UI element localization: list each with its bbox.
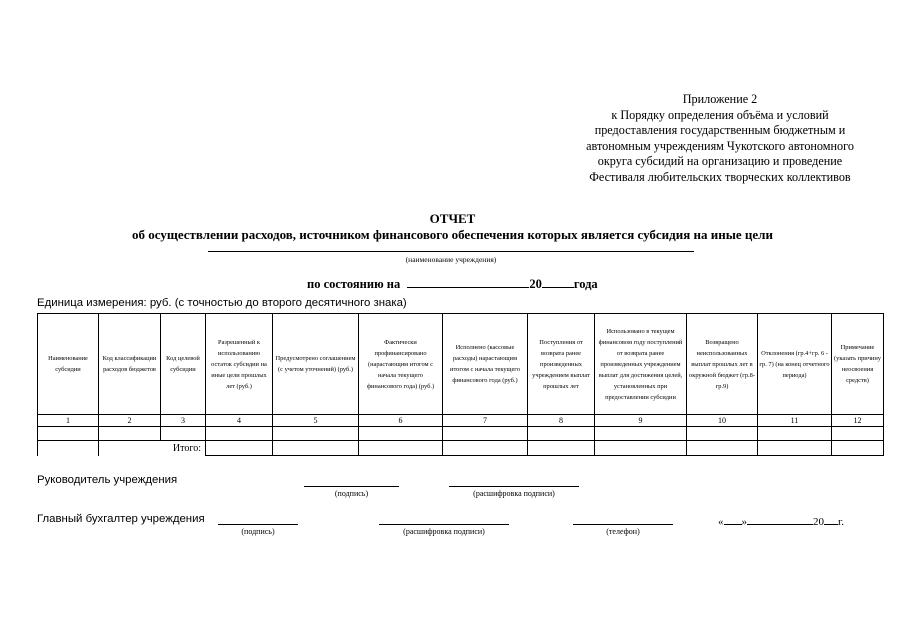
date-year-prefix: 20	[813, 516, 824, 528]
date-fill	[718, 514, 844, 528]
column-header: Возвращено неиспользованных выплат прошлых лет в окружной бюджет (гр.8-гр.9)	[687, 314, 758, 415]
table-cell[interactable]	[359, 427, 443, 441]
column-number: 8	[528, 415, 595, 427]
total-label: Итого:	[99, 441, 206, 456]
column-header: Использовано в текущем финансовом году поступлений от возврата ранее произведенных учреждением выплат для достижения целей, установленных при предоставлении субсидии	[595, 314, 687, 415]
appendix-line: Фестиваля любительских творческих коллективов	[589, 169, 851, 184]
table-cell[interactable]	[595, 427, 687, 441]
total-cell[interactable]	[595, 441, 687, 456]
header-row	[38, 314, 884, 415]
column-number: 2	[99, 415, 161, 427]
month-field[interactable]	[747, 514, 813, 525]
as-of-date-field[interactable]	[407, 276, 529, 288]
column-header: Разрешенный к использованию остаток субсидии на иные цели прошлых лет (руб.)	[206, 314, 273, 415]
table-cell[interactable]	[832, 427, 884, 441]
head-decode-field[interactable]	[449, 486, 579, 487]
total-cell[interactable]	[832, 441, 884, 456]
table-row	[38, 427, 884, 441]
column-header: Предусмотрено соглашением (с учетом уточнений) (руб.)	[273, 314, 359, 415]
column-header: Фактически профинансировано (нарастающим итогом с начала текущего финансового года) (руб.)	[359, 314, 443, 415]
institution-name-field[interactable]	[208, 251, 694, 252]
total-cell[interactable]	[528, 441, 595, 456]
acc-decode-field[interactable]	[379, 524, 509, 525]
accountant-label: Главный бухгалтер учреждения	[37, 513, 205, 525]
report-subtitle: об осуществлении расходов, источником финансового обеспечения которых является субсидия на иные цели	[132, 227, 773, 242]
table-cell[interactable]	[161, 427, 206, 441]
column-header: Код классификации расходов бюджетов	[99, 314, 161, 415]
total-cell[interactable]	[206, 441, 273, 456]
column-number: 10	[687, 415, 758, 427]
head-sign-caption: (подпись)	[334, 489, 369, 498]
table-cell[interactable]	[528, 427, 595, 441]
report-title: ОТЧЕТ	[429, 211, 476, 226]
column-header: Поступления от возврата ранее произведенных учреждением выплат прошлых лет	[528, 314, 595, 415]
column-header: Код целевой субсидии	[161, 314, 206, 415]
column-number: 6	[359, 415, 443, 427]
phone-field[interactable]	[573, 524, 673, 525]
acc-decode-caption: (расшифровка подписи)	[403, 527, 485, 536]
head-decode-caption: (расшифровка подписи)	[473, 489, 555, 498]
institution-caption: (наименование учреждения)	[405, 255, 497, 264]
date-year-field[interactable]	[824, 514, 838, 525]
date-year-suffix: г.	[838, 516, 845, 528]
year-prefix: 20	[529, 277, 542, 291]
column-number: 4	[206, 415, 273, 427]
head-sign-field[interactable]	[304, 486, 399, 487]
table-cell[interactable]	[443, 427, 528, 441]
column-number: 5	[273, 415, 359, 427]
table-cell[interactable]	[99, 427, 161, 441]
table-cell[interactable]	[273, 427, 359, 441]
year-field[interactable]	[542, 276, 574, 288]
column-header: Отклонения (гр.4+гр. 6 - гр. 7) (на конец отчетного периода)	[758, 314, 832, 415]
date-open-quote: «	[718, 516, 724, 528]
column-number: 9	[595, 415, 687, 427]
column-number: 1	[38, 415, 99, 427]
total-row	[38, 441, 884, 456]
report-table	[37, 313, 884, 456]
as-of-line	[307, 276, 598, 292]
appendix-line: предоставления государственным бюджетным и	[594, 123, 846, 137]
table-cell[interactable]	[206, 427, 273, 441]
year-suffix: года	[573, 277, 598, 291]
total-cell[interactable]	[273, 441, 359, 456]
acc-sign-caption: (подпись)	[241, 527, 275, 536]
table-cell[interactable]	[687, 427, 758, 441]
total-cell[interactable]	[443, 441, 528, 456]
column-header: Наименование субсидии	[38, 314, 99, 415]
date-close-quote: »	[741, 516, 747, 528]
column-number-row	[38, 415, 884, 427]
column-number: 7	[443, 415, 528, 427]
total-spacer	[38, 441, 99, 456]
table-cell[interactable]	[758, 427, 832, 441]
appendix-line: округа субсидий на организацию и проведение	[597, 154, 843, 168]
appendix-line: Приложение 2	[682, 92, 758, 106]
appendix-line: к Порядку определения объёма и условий	[611, 107, 829, 122]
table-cell[interactable]	[38, 427, 99, 441]
total-cell[interactable]	[687, 441, 758, 456]
column-header: Примечание (указать причину неосвоения средств)	[832, 314, 884, 415]
acc-sign-field[interactable]	[218, 524, 298, 525]
appendix-line: автономным учреждениям Чукотского автономного	[586, 138, 854, 153]
column-number: 3	[161, 415, 206, 427]
total-cell[interactable]	[359, 441, 443, 456]
unit-of-measure: Единица измерения: руб. (с точностью до второго десятичного знака)	[37, 297, 407, 309]
head-label: Руководитель учреждения	[37, 474, 178, 486]
day-field[interactable]	[724, 514, 742, 525]
as-of-prefix: по состоянию на	[307, 277, 401, 291]
column-number: 11	[758, 415, 832, 427]
total-cell[interactable]	[758, 441, 832, 456]
phone-caption: (телефон)	[606, 527, 640, 536]
appendix-block	[560, 92, 880, 185]
column-number: 12	[832, 415, 884, 427]
column-header: Исполнено (кассовые расходы) нарастающим итогом с начала текущего финансового года (руб.)	[443, 314, 528, 415]
